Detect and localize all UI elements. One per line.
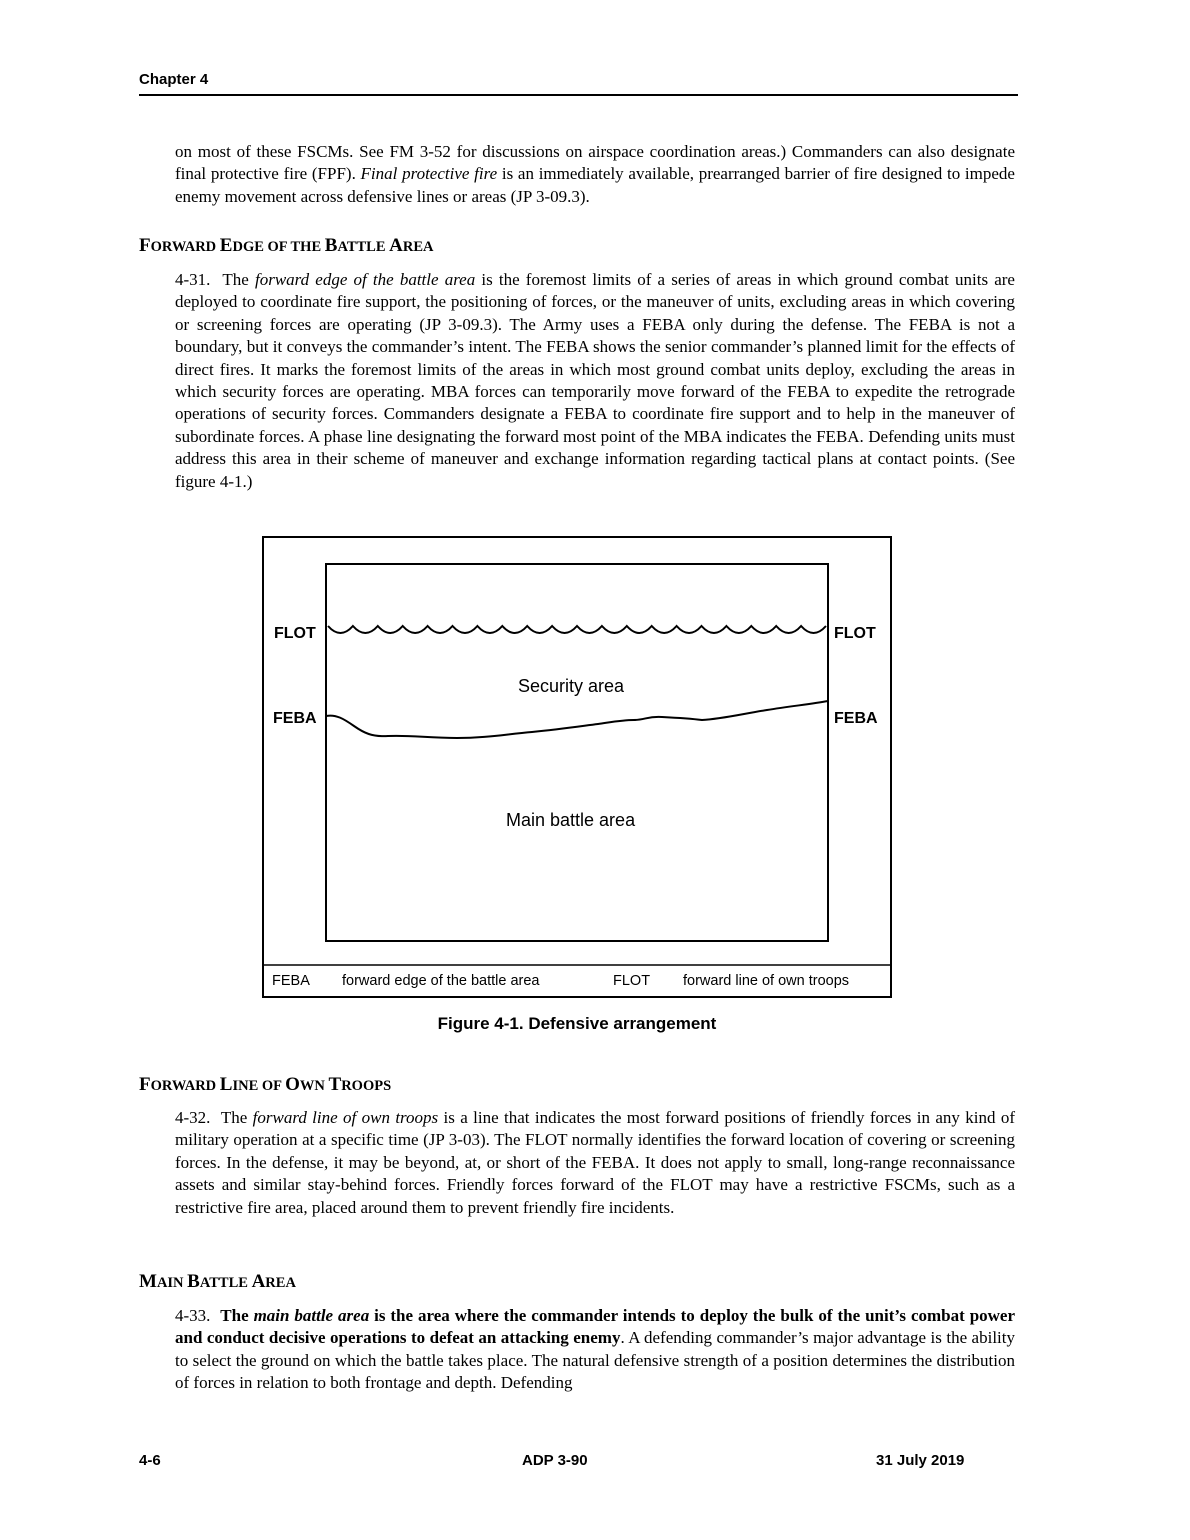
flot-line <box>328 626 826 633</box>
defined-term: forward line of own troops <box>252 1108 439 1127</box>
figure-diagram <box>262 536 892 998</box>
intro-text-2: is an immediately available, prearranged barrier of fire designed to impede enemy movement across defensive lines or areas (JP 3-09.3). <box>175 164 1015 206</box>
figure-caption: Figure 4-1. Defensive arrangement <box>437 1014 717 1033</box>
heading-flot <box>139 1073 391 1098</box>
legend-meaning-feba: forward edge of the battle area <box>342 973 540 989</box>
heading-text: F <box>139 235 151 256</box>
legend-meaning-flot: forward line of own troops <box>683 973 850 989</box>
paragraph-text: is the foremost limits of a series of areas in which ground combat units are deployed to coordinate fire support, the positioning of forces, or the maneuver of units, excluding areas in which covering or screening forces are operating (JP 3-09.3). The Army uses a FEBA only during the defense. The FEBA is not a boundary, but it conveys the commander’s intent. The FEBA shows the senior commander’s planned limit for the effects of direct fires. It marks the foremost limits of the areas in which most ground combat units deploy, excluding the areas in which security forces are operating. MBA forces can temporarily move forward of the FEBA to expedite the retrograde operations of security forces. Commanders designate a FEBA to coordinate fire support and to help in the maneuver of subordinate forces. A phase line designating the forward most point of the MBA indicates the FEBA. Defending units must address this area in their scheme of maneuver and exchange information regarding tactical plans at contact points. (See figure 4-1.) <box>175 270 1015 491</box>
heading-text: INE OF <box>232 1078 286 1094</box>
area-box <box>326 564 828 941</box>
heading-text: O <box>285 1074 300 1095</box>
heading-text: REA <box>265 1275 296 1291</box>
heading-text: M <box>139 1271 157 1292</box>
defined-term: main battle area <box>253 1306 370 1325</box>
legend-abbr-flot: FLOT <box>613 973 651 989</box>
running-footer <box>139 1451 981 1471</box>
heading-text: B <box>324 235 338 256</box>
feba-label-left: FEBA <box>273 710 317 727</box>
heading-text: F <box>139 1074 151 1095</box>
heading-text: B <box>187 1271 200 1292</box>
heading-text: A <box>251 1271 266 1292</box>
flot-label-right: FLOT <box>834 625 876 642</box>
feba-line <box>326 701 828 738</box>
publication-date: 31 July 2019 <box>876 1452 965 1469</box>
intro-term: Final protective fire <box>360 164 498 184</box>
heading-text: L <box>219 1074 233 1095</box>
heading-text: ROOPS <box>341 1078 392 1094</box>
heading-text: ORWARD <box>150 239 220 255</box>
heading-text: ATTLE <box>199 1275 252 1291</box>
paragraph-bold-text: is the area where the commander intends to deploy the bulk of the unit’s combat power and conduct decisive operations to defeat an attacking enemy <box>175 1306 1016 1348</box>
publication-id: ADP 3-90 <box>522 1452 588 1469</box>
paragraph-4-32 <box>175 1107 1015 1219</box>
paragraph-text: The <box>222 270 255 289</box>
heading-text: REA <box>402 239 434 255</box>
page-number: 4-6 <box>139 1452 161 1469</box>
running-header <box>139 70 1018 96</box>
paragraph-bold-text: The <box>220 1306 254 1325</box>
heading-text: ORWARD <box>150 1078 220 1094</box>
paragraph-4-33 <box>175 1305 1015 1395</box>
figure-frame <box>263 537 891 997</box>
paragraph-number: 4-33. <box>175 1306 211 1325</box>
paragraph-number: 4-31. <box>175 270 211 289</box>
chapter-label: Chapter 4 <box>139 71 209 88</box>
heading-text: WN <box>299 1078 329 1094</box>
security-area-label: Security area <box>518 676 625 696</box>
paragraph-text: . A defending commander’s major advantage is the ability to select the ground on which the battle takes place. The natural defensive strength of a position determines the distribution of forces in relation to both frontage and depth. Defending <box>175 1328 1015 1393</box>
main-battle-area-label: Main battle area <box>506 810 636 830</box>
paragraph-text: is a line that indicates the most forward positions of friendly forces in any kind of military operation at a specific time (JP 3-03). The FLOT normally identifies the forward location of covering or screening forces. In the defense, it may be beyond, at, or short of the FEBA. It does not apply to small, long-range reconnaissance assets and similar stay-behind forces. Friendly forces forward of the FLOT may have a restrictive FSCMs, such as a restrictive fire area, placed around them to prevent friendly fire incidents. <box>175 1108 1016 1217</box>
heading-text: A <box>389 235 403 256</box>
heading-text: E <box>219 235 233 256</box>
heading-text: AIN <box>156 1275 188 1291</box>
intro-text-1: on most of these FSCMs. See FM 3-52 for discussions on airspace coordination areas.) Commanders can also designate final protective fire (FPF). <box>175 142 1015 184</box>
feba-label-right: FEBA <box>834 710 878 727</box>
intro-paragraph <box>175 141 1015 208</box>
heading-text: DGE OF THE <box>232 239 325 255</box>
legend-abbr-feba: FEBA <box>272 973 310 989</box>
heading-feba <box>139 234 434 259</box>
heading-mba <box>139 1270 296 1295</box>
defined-term: forward edge of the battle area <box>255 270 476 289</box>
paragraph-number: 4-32. <box>175 1108 211 1127</box>
heading-text: ATTLE <box>337 239 390 255</box>
heading-text: T <box>328 1074 342 1095</box>
paragraph-4-31 <box>175 269 1015 493</box>
paragraph-text: The <box>220 1108 253 1127</box>
flot-label-left: FLOT <box>274 625 316 642</box>
figure-defensive-arrangement <box>262 536 892 998</box>
